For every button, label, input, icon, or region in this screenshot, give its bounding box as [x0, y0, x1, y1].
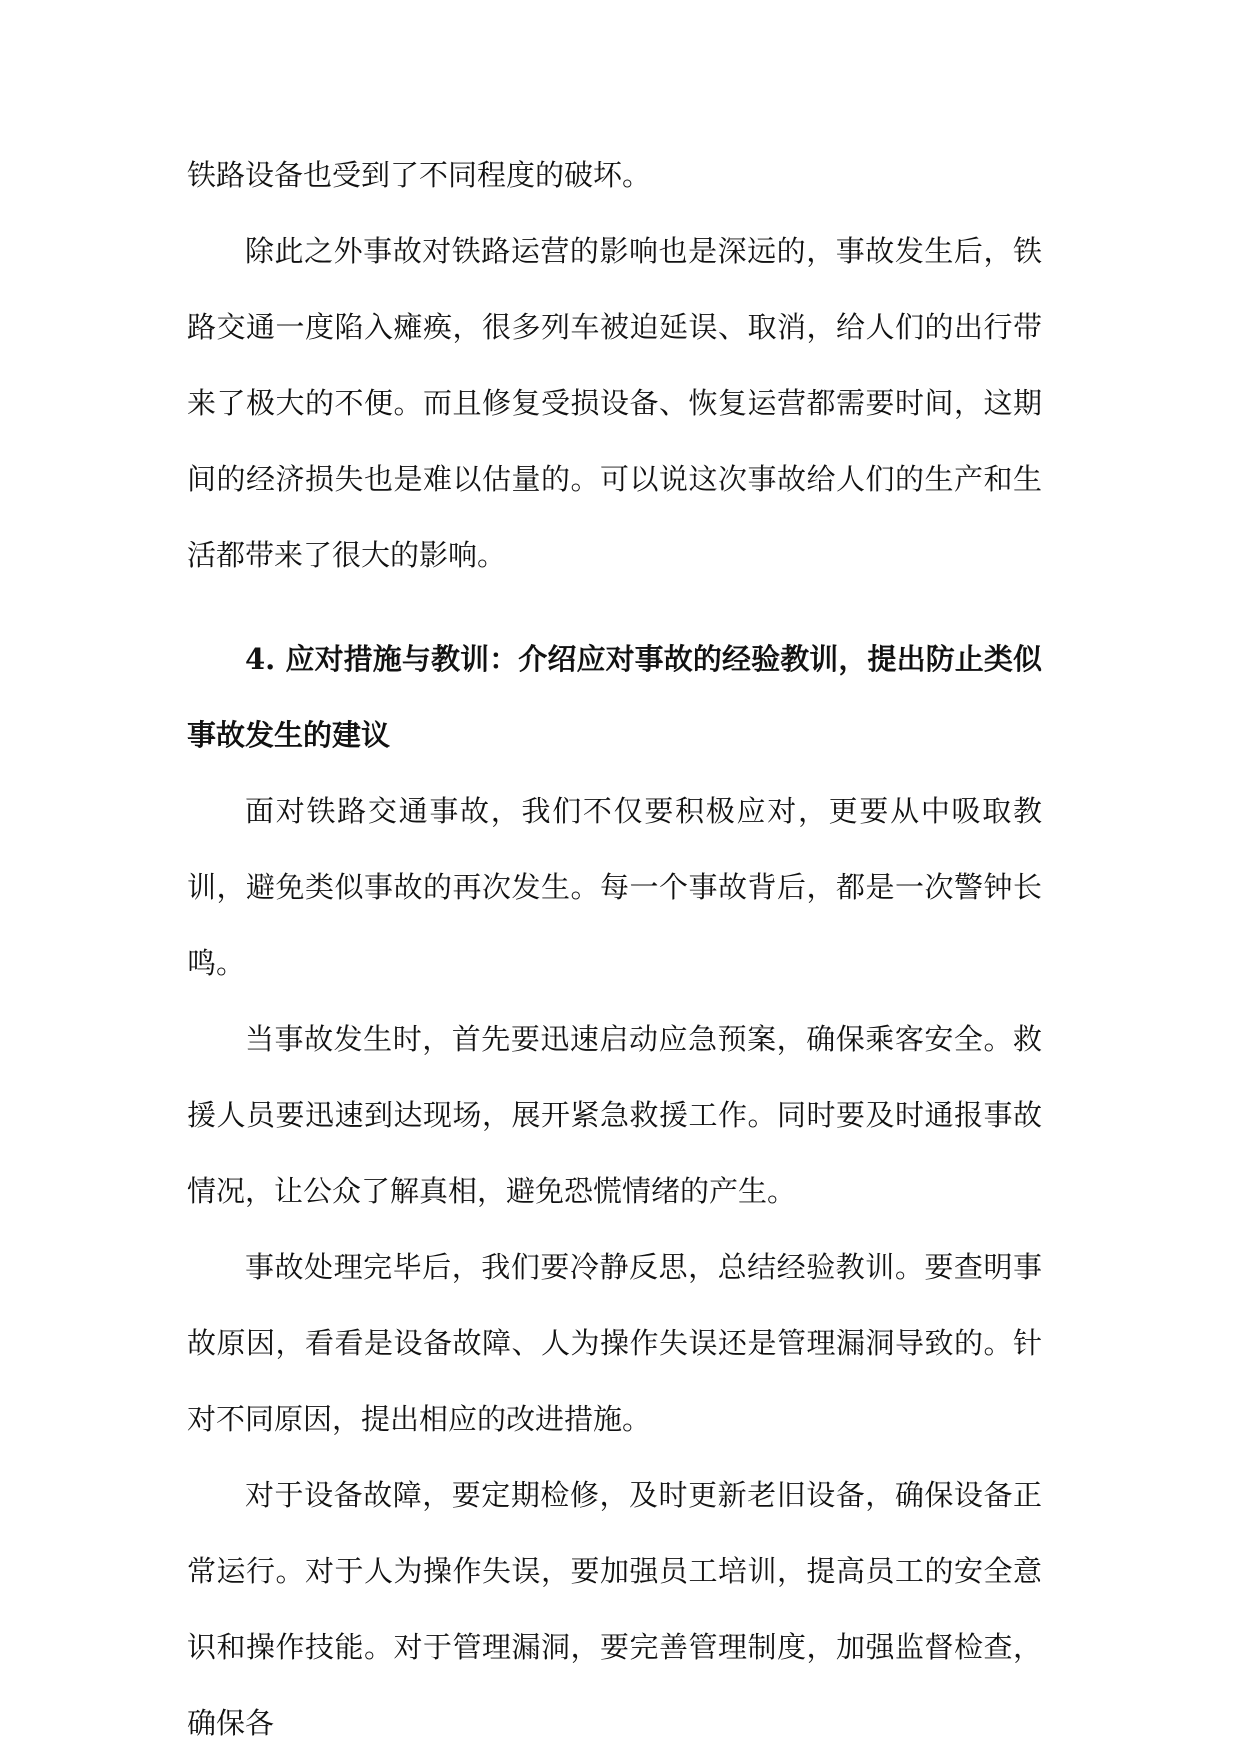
paragraph: 当事故发生时，首先要迅速启动应急预案，确保乘客安全。救援人员要迅速到达现场，展开紧急救援工作。同时要及时通报事故情况，让公众了解真相，避免恐慌情绪的产生。 [187, 1022, 1042, 1208]
paragraph: 事故处理完毕后，我们要冷静反思，总结经验教训。要查明事故原因，看看是设备故障、人为操作失误还是管理漏洞导致的。针对不同原因，提出相应的改进措施。 [187, 1250, 1042, 1436]
paragraph: 除此之外事故对铁路运营的影响也是深远的，事故发生后，铁路交通一度陷入瘫痪，很多列车被迫延误、取消，给人们的出行带来了极大的不便。而且修复受损设备、恢复运营都需要时间，这期间的经济损失也是难以估量的。可以说这次事故给人们的生产和生活都带来了很大的影响。 [187, 234, 1042, 572]
document-body [187, 137, 1042, 1761]
paragraph: 对于设备故障，要定期检修，及时更新老旧设备，确保设备正常运行。对于人为操作失误，要加强员工培训，提高员工的安全意识和操作技能。对于管理漏洞，要完善管理制度，加强监督检查，确保各 [187, 1478, 1042, 1740]
section-heading: 4. 应对措施与教训：介绍应对事故的经验教训，提出防止类似事故发生的建议 [187, 642, 1042, 752]
paragraph-continued: 铁路设备也受到了不同程度的破坏。 [187, 158, 652, 192]
paragraph: 面对铁路交通事故，我们不仅要积极应对，更要从中吸取教训，避免类似事故的再次发生。每一个事故背后，都是一次警钟长鸣。 [187, 794, 1042, 980]
